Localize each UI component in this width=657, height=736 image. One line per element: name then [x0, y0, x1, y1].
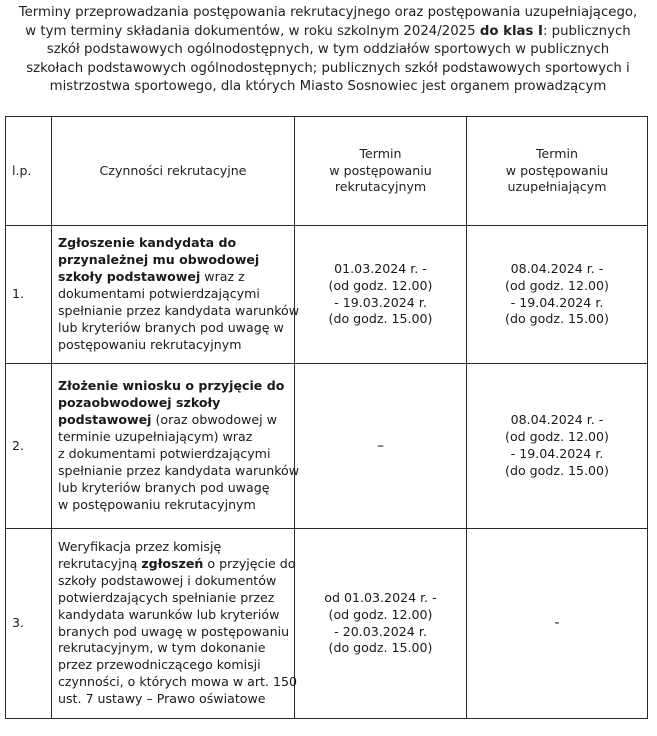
term-line: (do godz. 15.00) — [505, 311, 609, 327]
activity-text: kandydata warunków lub kryteriów — [58, 606, 280, 622]
header-line: Termin — [359, 145, 402, 161]
activity-text: przez przewodniczącego komisji — [58, 657, 261, 673]
term-line: (od godz. 12.00) — [505, 277, 609, 293]
activity-text: rekrutacyjną — [58, 555, 142, 571]
heading-line: mistrzostwa sportowego, dla których Miasto Sosnowiec jest organem prowadzącym — [49, 79, 607, 95]
row-number: 3. — [6, 529, 52, 719]
activity-text: ust. 7 ustawy – Prawo oświatowe — [58, 691, 266, 707]
term-line: 08.04.2024 r. - — [510, 260, 604, 276]
row-number: 2. — [6, 364, 52, 529]
activity-text: lub kryteriów branych pod uwagę — [58, 479, 270, 495]
heading-text: w tym terminy składania dokumentów, w roku szkolnym 2024/2025 — [25, 23, 480, 39]
term-line: (do godz. 15.00) — [505, 462, 609, 478]
table-row — [6, 364, 648, 529]
activity-text: w postępowaniu rekrutacyjnym — [58, 496, 256, 512]
heading-text: : publicznych — [542, 23, 631, 39]
table-row — [6, 226, 648, 364]
term-recruitment-cell — [295, 226, 467, 364]
heading-emphasis: do klas I — [479, 23, 543, 39]
schedule-table — [5, 116, 648, 719]
term-line: (od godz. 12.00) — [328, 277, 433, 293]
activity-text: (oraz obwodowej w — [151, 412, 277, 428]
activity-text: szkoły podstawowej i dokumentów — [58, 572, 277, 588]
activity-bold: Zgłoszenie kandydata do — [58, 235, 237, 251]
header-line: w postępowaniu — [329, 162, 432, 178]
term-line: (od godz. 12.00) — [505, 429, 609, 445]
activity-text: lub kryteriów branych pod uwagę w — [58, 319, 284, 335]
activity-bold: szkoły podstawowej — [58, 269, 201, 285]
header-activity: Czynności rekrutacyjne — [52, 117, 295, 226]
activity-text: z dokumentami potwierdzającymi — [58, 446, 271, 461]
activity-bold: zgłoszeń — [141, 555, 204, 571]
term-line: - 19.03.2024 r. — [334, 294, 427, 310]
heading-line: szkołach podstawowych ogólnodostępnych; publicznych szkół podstawowych sportowych i — [26, 60, 630, 76]
term-line: - 19.04.2024 r. — [510, 294, 604, 310]
term-line: (od godz. 12.00) — [328, 606, 433, 622]
activity-bold: podstawowej — [58, 412, 152, 428]
term-line: 08.04.2024 r. - — [510, 412, 604, 428]
activity-text: spełnianie przez kandydata warunków — [58, 462, 300, 478]
header-lp: l.p. — [6, 117, 52, 226]
empty-term-dash: - — [467, 529, 648, 719]
activity-text: potwierdzających spełnianie przez — [58, 589, 275, 605]
activity-line — [58, 555, 296, 573]
header-term-recruitment — [295, 117, 467, 226]
heading-line: Terminy przeprowadzania postępowania rekrutacyjnego oraz postępowania uzupełniającego, — [18, 5, 638, 20]
term-line: 01.03.2024 r. - — [334, 260, 427, 276]
activity-text: spełnianie przez kandydata warunków — [58, 302, 300, 318]
empty-term-dash: – — [295, 364, 467, 529]
document-heading — [4, 4, 652, 97]
activity-text: dokumentami potwierdzającymi — [58, 286, 260, 302]
heading-line — [4, 23, 652, 42]
header-term-supplementary — [467, 117, 648, 226]
activity-text: terminie uzupełniającym) wraz — [58, 429, 253, 445]
activity-bold: pozaobwodowej szkoły — [58, 395, 221, 411]
activity-text: o przyjęcie do — [203, 555, 296, 571]
activity-text: postępowaniu rekrutacyjnym — [58, 336, 242, 352]
activity-text: rekrutacyjnym, w tym dokonanie — [58, 640, 266, 656]
row-number: 1. — [6, 226, 52, 364]
activity-text: czynności, o których mowa w art. 150 — [58, 674, 298, 690]
term-supplementary-cell — [467, 226, 648, 364]
header-line: Termin — [535, 145, 578, 161]
term-line: - 20.03.2024 r. — [334, 623, 427, 639]
activity-bold: Złożenie wniosku o przyjęcie do — [58, 378, 285, 394]
activity-text: Weryfikacja przez komisję — [58, 538, 222, 554]
term-supplementary-cell — [467, 364, 648, 529]
term-recruitment-cell — [295, 529, 467, 719]
activity-line — [58, 412, 292, 429]
activity-text: branych pod uwagę w postępowaniu — [58, 623, 290, 639]
activity-line — [58, 269, 292, 286]
activity-cell — [52, 226, 300, 364]
heading-line: szkół podstawowych ogólnodostępnych, w tym oddziałów sportowych w publicznych — [46, 42, 610, 58]
term-line: (do godz. 15.00) — [328, 640, 433, 656]
term-line: - 19.04.2024 r. — [510, 446, 604, 461]
activity-cell — [52, 529, 298, 719]
header-line: rekrutacyjnym — [334, 179, 427, 195]
table-header-row — [6, 117, 648, 226]
table-row — [6, 529, 648, 719]
term-line: od 01.03.2024 r. - — [324, 589, 437, 605]
activity-bold: przynależnej mu obwodowej — [58, 252, 260, 268]
activity-text: wraz z — [200, 269, 245, 285]
term-line: (do godz. 15.00) — [328, 311, 433, 327]
header-line: w postępowaniu — [505, 162, 609, 178]
header-line: uzupełniającym — [507, 179, 607, 195]
activity-cell — [52, 364, 300, 529]
